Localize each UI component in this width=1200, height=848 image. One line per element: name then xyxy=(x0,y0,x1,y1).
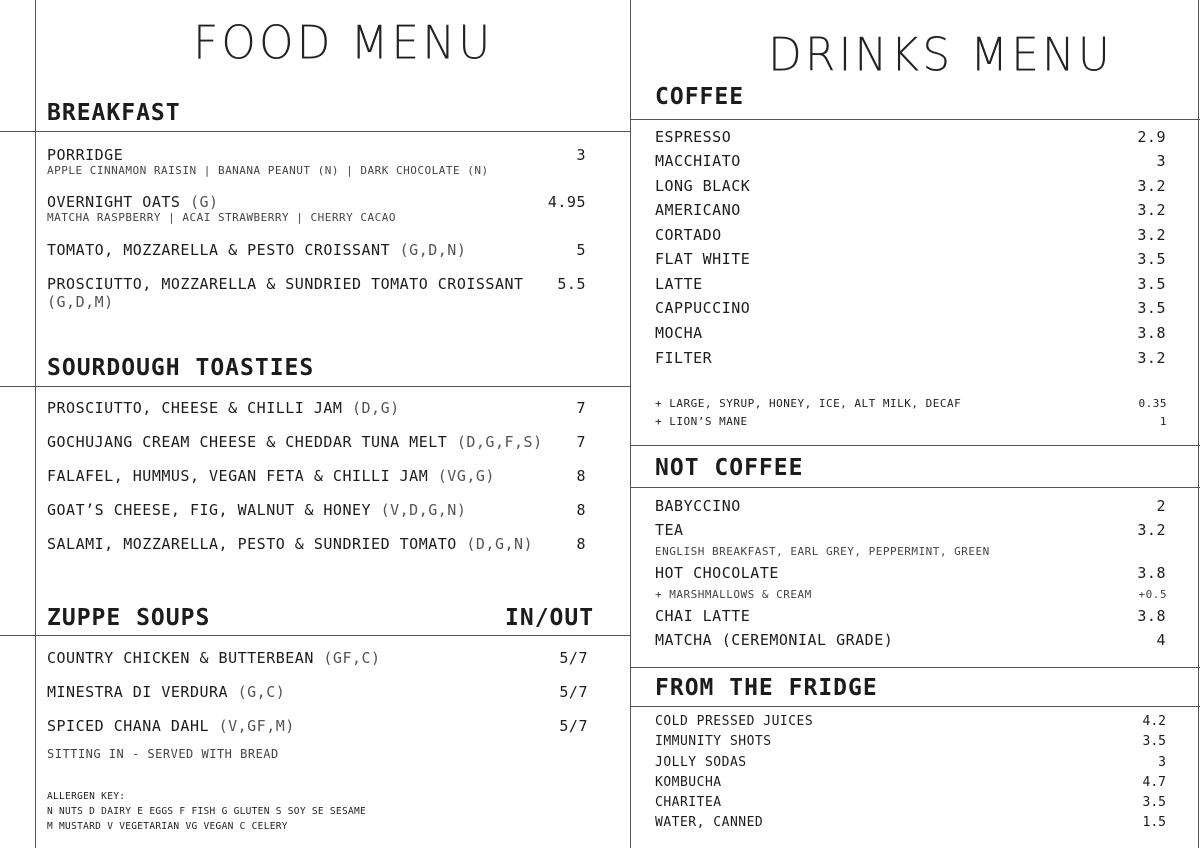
allergen-key-line-1: N NUTS D DAIRY E EGGS F FISH G GLUTEN S SOY SE SESAME xyxy=(47,806,367,817)
drink-name: MATCHA (CEREMONIAL GRADE) xyxy=(655,631,894,649)
fridge-top-rule xyxy=(630,667,1200,668)
item-price: 5/7 xyxy=(559,717,588,735)
drink-price: 3.8 xyxy=(1137,324,1166,342)
soups-price-heading: IN/OUT xyxy=(505,605,595,631)
item-allergens: (G,D,N) xyxy=(399,241,467,259)
item-allergens: (D,G,F,S) xyxy=(456,433,543,451)
drink-price: 1.5 xyxy=(1142,815,1166,830)
not-coffee-rule xyxy=(630,487,1200,488)
soups-rule xyxy=(0,635,631,636)
left-border xyxy=(35,0,36,848)
coffee-extra: + LARGE, SYRUP, HONEY, ICE, ALT MILK, DECAF xyxy=(655,397,962,410)
soups-note: SITTING IN - SERVED WITH BREAD xyxy=(47,747,279,761)
menu-item-toastie xyxy=(47,399,400,417)
item-price: 8 xyxy=(576,535,586,553)
drink-price: 3 xyxy=(1158,755,1166,770)
drink-name: HOT CHOCOLATE xyxy=(655,564,779,582)
drink-price: 2 xyxy=(1156,497,1166,515)
not-coffee-top-rule xyxy=(630,445,1200,446)
item-allergens: (VG,G) xyxy=(437,467,495,485)
drink-price: 3.5 xyxy=(1142,734,1166,749)
item-name: PORRIDGE xyxy=(47,146,124,164)
drink-price: 4.7 xyxy=(1142,775,1166,790)
item-name: SALAMI, MOZZARELLA, PESTO & SUNDRIED TOMATO xyxy=(47,535,457,553)
drink-price: 3.8 xyxy=(1137,607,1166,625)
soups-heading: ZUPPE SOUPS xyxy=(47,605,211,631)
item-price: 8 xyxy=(576,501,586,519)
item-name: OVERNIGHT OATS xyxy=(47,193,181,211)
menu-item-soup xyxy=(47,717,295,735)
drink-price: 2.9 xyxy=(1137,128,1166,146)
coffee-extra-price: 1 xyxy=(1159,415,1167,428)
item-price: 5/7 xyxy=(559,683,588,701)
drink-price: 3.2 xyxy=(1137,226,1166,244)
item-name: PROSCIUTTO, CHEESE & CHILLI JAM xyxy=(47,399,343,417)
item-name: SPICED CHANA DAHL xyxy=(47,717,210,735)
drink-price: 3 xyxy=(1156,152,1166,170)
drink-name: MACCHIATO xyxy=(655,152,741,170)
drink-name: MOCHA xyxy=(655,324,703,342)
fridge-heading: FROM THE FRIDGE xyxy=(655,675,878,701)
drink-name: KOMBUCHA xyxy=(655,775,722,790)
item-name: MINESTRA DI VERDURA xyxy=(47,683,229,701)
drink-name: COLD PRESSED JUICES xyxy=(655,714,814,729)
drink-name: BABYCCINO xyxy=(655,497,741,515)
toasties-rule xyxy=(0,386,631,387)
drink-price: 4 xyxy=(1156,631,1166,649)
drink-price: 3.5 xyxy=(1137,250,1166,268)
drink-price: 3.8 xyxy=(1137,564,1166,582)
tea-options: ENGLISH BREAKFAST, EARL GREY, PEPPERMINT, GREEN xyxy=(655,545,990,558)
drink-name: LONG BLACK xyxy=(655,177,751,195)
coffee-rule xyxy=(630,119,1200,120)
toasties-heading: SOURDOUGH TOASTIES xyxy=(47,355,315,381)
drink-name: CORTADO xyxy=(655,226,722,244)
item-name: COUNTRY CHICKEN & BUTTERBEAN xyxy=(47,649,314,667)
food-menu-title: FOOD MENU xyxy=(193,16,494,71)
menu-item-tomato-croissant xyxy=(47,241,466,259)
menu-item-toastie xyxy=(47,433,543,451)
item-name: GOAT’S CHEESE, FIG, WALNUT & HONEY xyxy=(47,501,372,519)
drink-name: IMMUNITY SHOTS xyxy=(655,734,772,749)
drink-name: FILTER xyxy=(655,349,713,367)
item-price: 5.5 xyxy=(557,275,586,293)
item-price: 5 xyxy=(576,241,586,259)
drink-name: CHAI LATTE xyxy=(655,607,751,625)
item-options: MATCHA RASPBERRY | ACAI STRAWBERRY | CHERRY CACAO xyxy=(47,211,397,224)
item-allergens: (GF,C) xyxy=(323,649,381,667)
menu-item-soup xyxy=(47,683,285,701)
fridge-rule xyxy=(630,706,1200,707)
drink-price: 3.2 xyxy=(1137,201,1166,219)
drink-name: FLAT WHITE xyxy=(655,250,751,268)
coffee-extra-price: 0.35 xyxy=(1138,397,1167,410)
item-price: 4.95 xyxy=(547,193,586,211)
hot-chocolate-extra: + MARSHMALLOWS & CREAM xyxy=(655,588,812,601)
drink-name: WATER, CANNED xyxy=(655,815,764,830)
allergen-key-heading: ALLERGEN KEY: xyxy=(47,791,126,802)
item-price: 8 xyxy=(576,467,586,485)
menu-item-porridge xyxy=(47,146,123,164)
drink-name: JOLLY SODAS xyxy=(655,755,747,770)
drink-price: 4.2 xyxy=(1142,714,1166,729)
drink-name: LATTE xyxy=(655,275,703,293)
item-price: 7 xyxy=(576,399,586,417)
item-allergens: (V,GF,M) xyxy=(218,717,295,735)
item-price: 5/7 xyxy=(559,649,588,667)
item-name: PROSCIUTTO, MOZZARELLA & SUNDRIED TOMATO CROISSANT xyxy=(47,275,524,293)
item-price: 3 xyxy=(576,146,586,164)
drink-name: CHARITEA xyxy=(655,795,722,810)
item-allergens: (V,D,G,N) xyxy=(380,501,467,519)
item-name: FALAFEL, HUMMUS, VEGAN FETA & CHILLI JAM xyxy=(47,467,429,485)
item-name: TOMATO, MOZZARELLA & PESTO CROISSANT xyxy=(47,241,391,259)
menu-item-toastie xyxy=(47,467,495,485)
not-coffee-heading: NOT COFFEE xyxy=(655,455,804,481)
coffee-extra: + LION’S MANE xyxy=(655,415,748,428)
drinks-menu-title: DRINKS MENU xyxy=(768,28,1113,83)
breakfast-heading: BREAKFAST xyxy=(47,100,181,126)
drink-price: 3.2 xyxy=(1137,349,1166,367)
drink-price: 3.5 xyxy=(1142,795,1166,810)
center-divider xyxy=(630,0,631,848)
hot-chocolate-extra-price: +0.5 xyxy=(1138,588,1167,601)
item-name: GOCHUJANG CREAM CHEESE & CHEDDAR TUNA MELT xyxy=(47,433,448,451)
right-border xyxy=(1198,0,1199,848)
menu-item-toastie xyxy=(47,501,466,519)
drink-name: TEA xyxy=(655,521,684,539)
item-allergens: (D,G,N) xyxy=(466,535,534,553)
drink-name: AMERICANO xyxy=(655,201,741,219)
item-allergens: (G,C) xyxy=(237,683,286,701)
item-allergens: (G,D,M) xyxy=(47,293,114,311)
drink-price: 3.5 xyxy=(1137,275,1166,293)
drink-price: 3.2 xyxy=(1137,521,1166,539)
breakfast-rule xyxy=(0,131,631,132)
item-price: 7 xyxy=(576,433,586,451)
drink-price: 3.5 xyxy=(1137,299,1166,317)
coffee-heading: COFFEE xyxy=(655,84,745,110)
allergen-key-line-2: M MUSTARD V VEGETARIAN VG VEGAN C CELERY xyxy=(47,821,288,832)
menu-item-prosciutto-croissant xyxy=(47,275,547,311)
menu-item-overnight-oats xyxy=(47,193,219,211)
menu-item-soup xyxy=(47,649,381,667)
item-options: APPLE CINNAMON RAISIN | BANANA PEANUT (N) | DARK CHOCOLATE (N) xyxy=(47,164,489,177)
drink-price: 3.2 xyxy=(1137,177,1166,195)
item-allergens: (G) xyxy=(189,193,219,211)
item-allergens: (D,G) xyxy=(352,399,400,417)
drink-name: ESPRESSO xyxy=(655,128,732,146)
drink-name: CAPPUCCINO xyxy=(655,299,751,317)
menu-item-toastie xyxy=(47,535,533,553)
